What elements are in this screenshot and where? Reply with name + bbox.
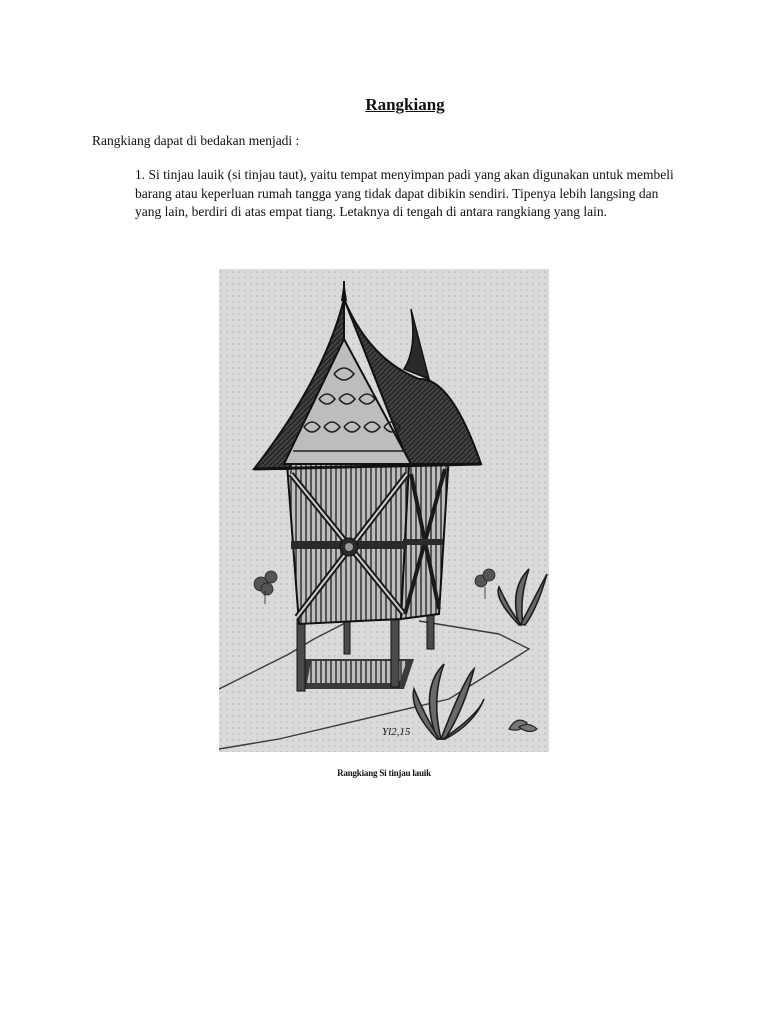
artist-signature: Yl2,15 (382, 726, 411, 738)
document-title: Rangkiang (365, 95, 445, 114)
figure-caption: Rangkiang Si tinjau lauik (337, 768, 431, 778)
intro-paragraph: Rangkiang dapat di bedakan menjadi : (92, 133, 300, 148)
granary-body (287, 454, 449, 624)
rangkiang-illustration (219, 269, 549, 752)
list-item-1: 1. Si tinjau lauik (si tinjau taut), yaitu tempat menyimpan padi yang akan digunakan untuk membeli barang atau keperluan rumah tangga yang tidak dapat dibikin sendiri. Tipenya lebih langsing dan yang lain, berdiri di atas empat tiang. Letaknya di tengah di antara rangkiang yang lain. (135, 167, 674, 219)
